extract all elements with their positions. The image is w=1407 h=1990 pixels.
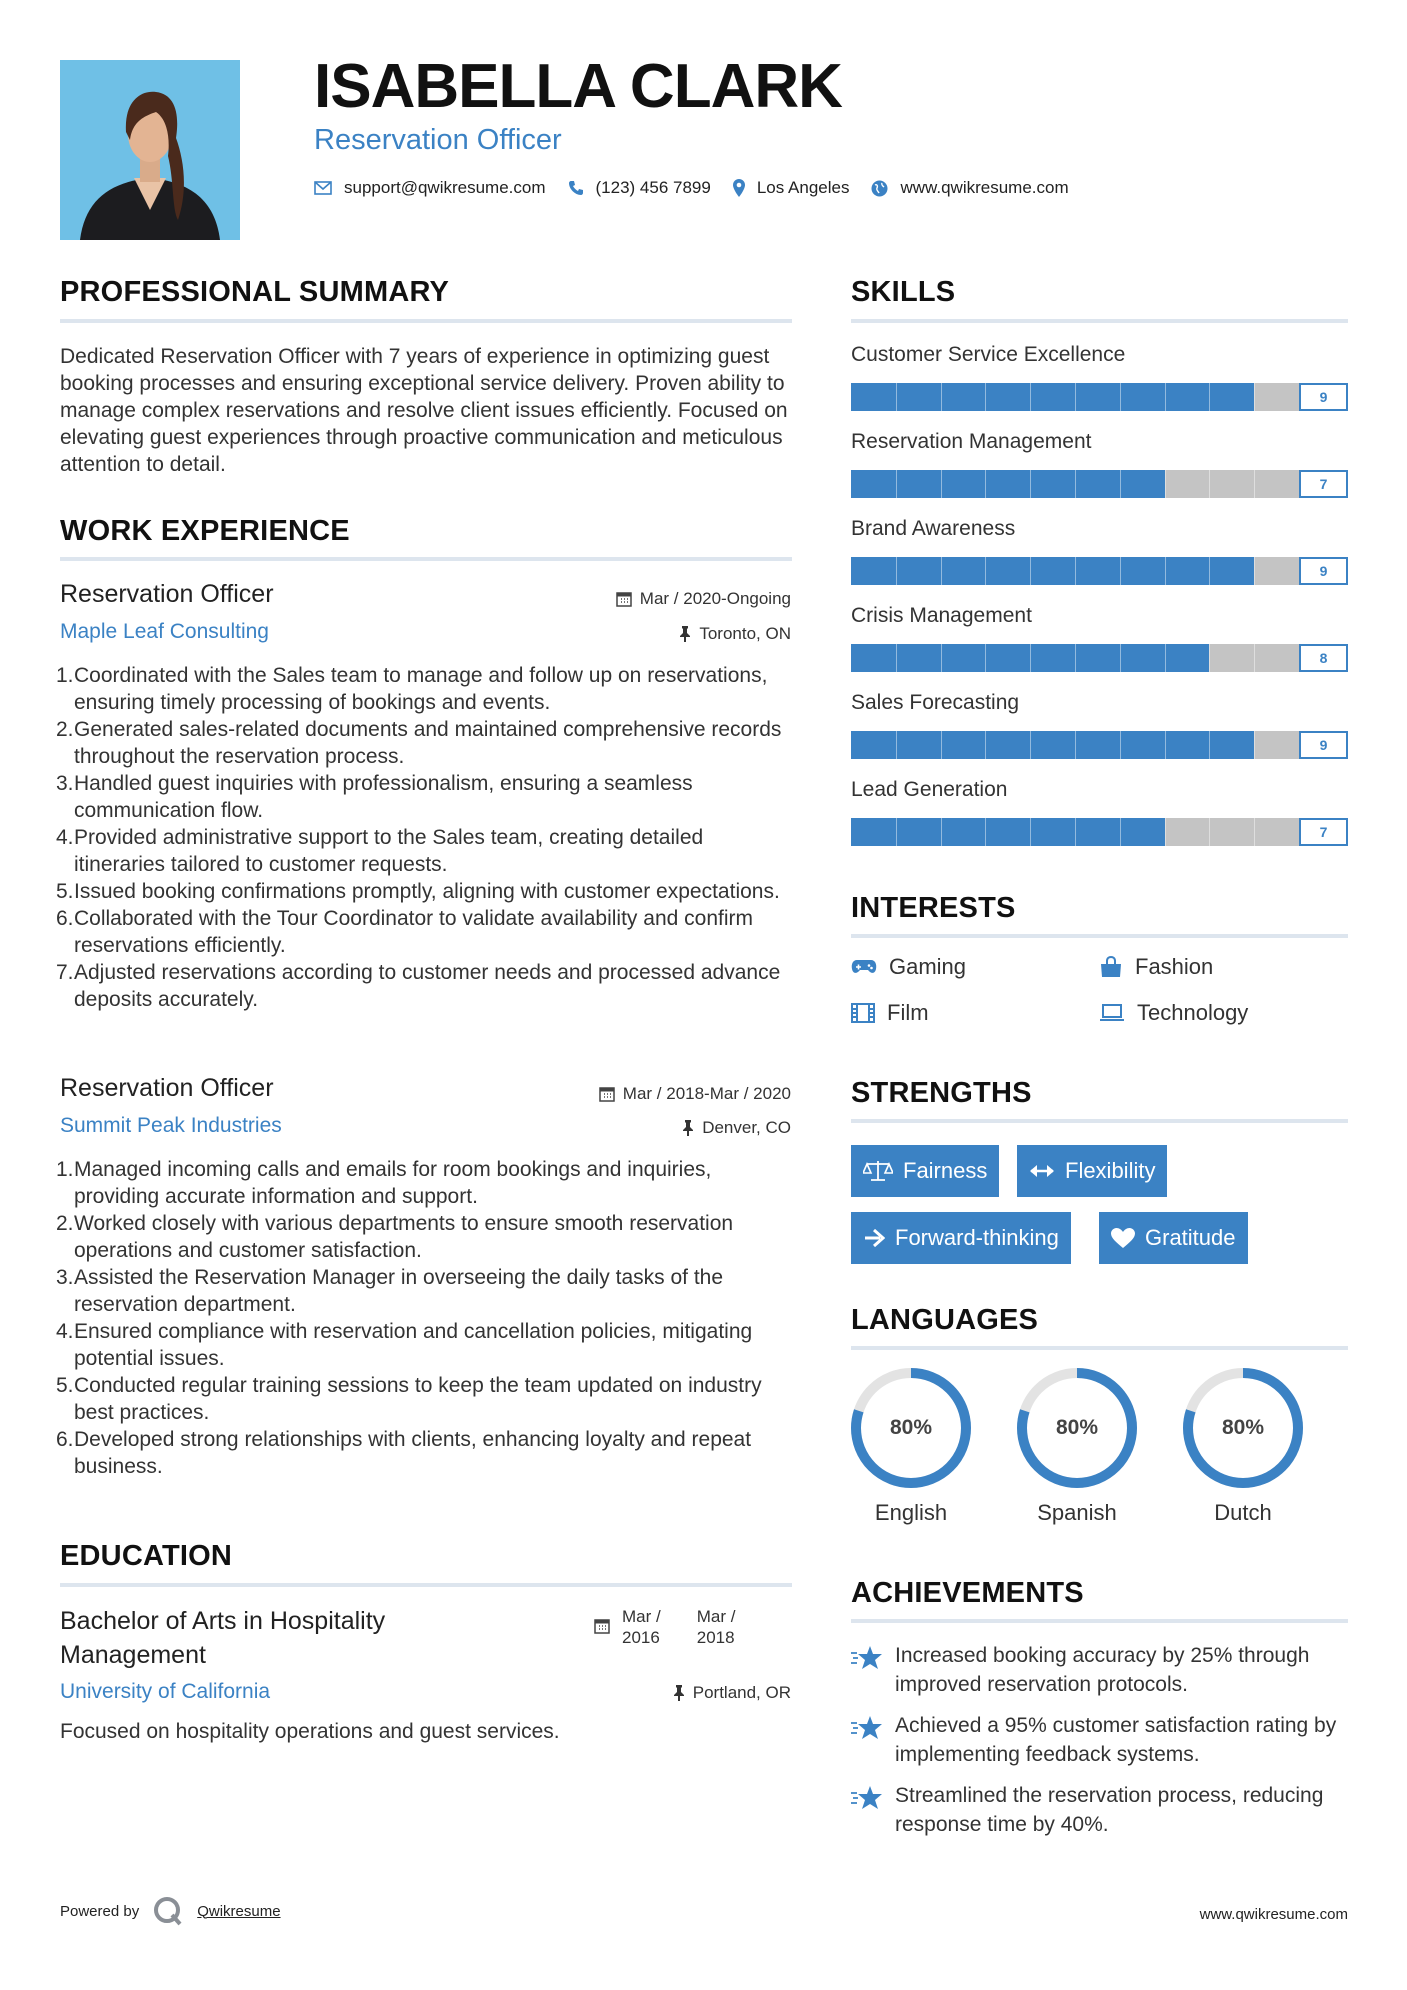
skill-bar-tick [1120,644,1121,672]
skill-score: 9 [1299,557,1348,585]
experience-divider [60,557,792,561]
strengths-divider [851,1119,1348,1123]
skill-bar-fill [851,470,1165,498]
skill-score: 9 [1299,731,1348,759]
heart-icon [1111,1228,1135,1249]
skill-bar-tick [1254,470,1255,498]
interest-label: Fashion [1135,954,1214,979]
arrow-right-icon [863,1228,885,1248]
skill-bar-tick [1030,818,1031,846]
school-name: University of California [60,1680,271,1703]
job-dates-text: Mar / 2020-Ongoing [639,589,791,608]
skill-bar-tick [896,644,897,672]
arrows-horizontal-icon [1029,1164,1055,1178]
strength-label: Fairness [903,1158,988,1183]
interest-label: Technology [1137,1000,1249,1025]
email-text: support@qwikresume.com [344,178,546,197]
skill-bar-tick [896,731,897,759]
skill-bar-tick [1254,644,1255,672]
film-icon [851,1003,875,1023]
skill-bar [851,470,1348,498]
skill-bar-tick [1075,383,1076,411]
list-item: 6. Developed strong relationships with clients, enhancing loyalty and repeat business. [56,1428,752,1478]
skill-bar-tick [941,818,942,846]
job-dates [616,589,791,609]
skill-bar-tick [1254,383,1255,411]
strength-flexibility [1017,1145,1167,1197]
interest-technology [1099,1000,1248,1026]
strength-gratitude [1099,1212,1248,1264]
job-location-text: Denver, CO [702,1118,791,1137]
powered-by-text: Powered by [60,1902,140,1920]
achievement-text: Increased booking accuracy by 25% through improved reservation protocols. [895,1644,1310,1696]
balance-scale-icon [863,1160,893,1182]
phone-icon [568,180,584,196]
skill-bar-tick [1209,383,1210,411]
language-percent: 80% [1221,1416,1265,1439]
qwikresume-logo-icon [153,1896,183,1926]
footer-url[interactable]: www.qwikresume.com [1199,1906,1348,1923]
company-name: Summit Peak Industries [60,1114,282,1137]
gamepad-icon [851,959,877,975]
achievement-item [851,1781,1345,1839]
skill-bar-tick [1030,731,1031,759]
contact-location [733,178,850,198]
pushpin-icon [679,626,691,642]
language-name: Spanish [1037,1500,1117,1525]
summary-divider [60,319,792,323]
contact-email[interactable] [314,178,546,198]
list-item: 7. Adjusted reservations according to customer needs and processed advance deposits accurately. [56,961,781,1011]
website-text: www.qwikresume.com [900,178,1069,197]
skill-bar-tick [941,383,942,411]
laptop-icon [1099,1004,1125,1022]
calendar-icon [616,591,632,607]
education-heading: EDUCATION [60,1540,233,1572]
job-bullets [56,1156,796,1480]
skill-bar-tick [1030,557,1031,585]
skill-bar-tick [1075,557,1076,585]
job-dates-text: Mar / 2018-Mar / 2020 [622,1084,791,1103]
skill-bar-tick [896,818,897,846]
contact-website[interactable] [871,178,1068,198]
skill-bar-tick [1165,644,1166,672]
skill-bar-tick [1209,557,1210,585]
skill-bar-fill [851,731,1254,759]
skill-name: Sales Forecasting [851,691,1020,714]
skill-score: 8 [1299,644,1348,672]
strength-fairness [851,1145,999,1197]
footer-brand-link[interactable]: Qwikresume [197,1902,281,1920]
profile-photo [60,60,240,240]
skill-bar-tick [896,557,897,585]
candidate-role: Reservation Officer [314,124,562,156]
globe-icon [871,180,888,197]
languages-heading: LANGUAGES [851,1304,1039,1336]
skill-bar [851,383,1348,411]
list-item: 3. Handled guest inquiries with professionalism, ensuring a seamless communication flow. [56,772,693,822]
skill-bar-fill [851,383,1254,411]
education-description: Focused on hospitality operations and guest services. [60,1720,560,1743]
skills-heading: SKILLS [851,276,956,308]
calendar-icon [594,1618,610,1634]
list-item: 5. Issued booking confirmations promptly, aligning with customer expectations. [56,880,780,903]
list-item: 6. Collaborated with the Tour Coordinator to validate availability and confirm reservations efficiently. [56,907,753,957]
skill-bar [851,557,1348,585]
star-icon [851,1645,883,1671]
skill-bar-tick [1120,557,1121,585]
strength-label: Flexibility [1065,1158,1156,1183]
skill-bar-fill [851,818,1165,846]
skill-name: Customer Service Excellence [851,343,1126,366]
envelope-icon [314,181,332,195]
skill-bar-tick [1165,470,1166,498]
skill-bar [851,818,1348,846]
job-title: Reservation Officer [60,1074,274,1102]
skill-bar-tick [1254,557,1255,585]
language-percent: 80% [1055,1416,1099,1439]
list-item: 1. Managed incoming calls and emails for room bookings and inquiries, providing accurate information and support. [56,1158,712,1208]
job-title: Reservation Officer [60,580,274,608]
skill-bar-tick [1075,818,1076,846]
skill-bar-tick [1209,818,1210,846]
strengths-heading: STRENGTHS [851,1077,1032,1109]
skill-bar-tick [1165,557,1166,585]
interest-label: Film [887,1000,929,1025]
job-location-text: Toronto, ON [699,624,791,643]
skills-divider [851,319,1348,323]
education-dates [594,1606,735,1648]
skill-name: Reservation Management [851,430,1092,453]
skill-bar-tick [1165,731,1166,759]
location-text: Los Angeles [756,178,850,197]
achievement-item [851,1641,1345,1699]
edu-start-year: 2016 [622,1628,660,1647]
skill-bar-tick [1075,731,1076,759]
language-percent: 80% [889,1416,933,1439]
skill-bar-tick [985,818,986,846]
skill-bar-tick [985,383,986,411]
languages-divider [851,1346,1348,1350]
skill-bar-tick [985,557,986,585]
edu-end-month: Mar / [696,1607,736,1626]
skill-name: Brand Awareness [851,517,1016,540]
skill-bar-tick [896,470,897,498]
skill-bar-tick [1030,644,1031,672]
skill-bar-fill [851,557,1254,585]
degree-title: Bachelor of Arts in Hospitality Management [60,1607,386,1669]
strength-label: Forward-thinking [895,1225,1059,1250]
skill-bar-tick [985,470,986,498]
skill-bar-tick [1209,644,1210,672]
list-item: 4. Provided administrative support to the Sales team, creating detailed itineraries tailored to customer requests. [56,826,704,876]
skill-bar-tick [1209,470,1210,498]
skill-bar-tick [1120,383,1121,411]
summary-text: Dedicated Reservation Officer with 7 years of experience in optimizing guest booking processes and ensuring exceptional service delivery. Proven ability to manage complex reservations and resolve client issues efficiently. Focused on elevating guest experiences through proactive communication and meticulous attention to detail. [60,345,788,476]
achievements-divider [851,1619,1348,1623]
star-icon [851,1715,883,1741]
skill-bar-tick [1165,818,1166,846]
education-divider [60,1583,792,1587]
skill-score: 9 [1299,383,1348,411]
strength-forward-thinking [851,1212,1071,1264]
skill-bar-tick [941,644,942,672]
interests-divider [851,934,1348,938]
skill-score: 7 [1299,818,1348,846]
interests-heading: INTERESTS [851,892,1016,924]
list-item: 1. Coordinated with the Sales team to manage and follow up on reservations, ensuring timely processing of bookings and events. [56,664,768,714]
skill-bar-tick [941,731,942,759]
skill-bar-tick [941,470,942,498]
skill-bar-tick [1254,731,1255,759]
experience-heading: WORK EXPERIENCE [60,515,350,547]
pushpin-icon [673,1685,685,1701]
job-location [682,1118,791,1138]
star-icon [851,1785,883,1811]
summary-heading: PROFESSIONAL SUMMARY [60,276,450,308]
list-item: 3. Assisted the Reservation Manager in overseeing the daily tasks of the reservation department. [56,1266,724,1316]
skill-bar-tick [941,557,942,585]
edu-end-year: 2018 [696,1628,735,1647]
skill-score: 7 [1299,470,1348,498]
strength-label: Gratitude [1145,1225,1236,1250]
skill-bar-tick [1120,470,1121,498]
interest-fashion [1099,954,1213,980]
company-name: Maple Leaf Consulting [60,620,269,643]
pushpin-icon [682,1120,694,1136]
job-dates [599,1084,791,1104]
skill-bar-tick [985,644,986,672]
candidate-name: ISABELLA CLARK [314,52,842,121]
list-item: 5. Conducted regular training sessions to keep the team updated on industry best practices. [56,1374,762,1424]
skill-bar-tick [1165,383,1166,411]
skill-bar-tick [1209,731,1210,759]
interest-label: Gaming [889,954,967,979]
footer-powered-by [60,1896,281,1926]
skill-bar-tick [1030,470,1031,498]
contact-phone[interactable] [568,178,711,198]
skill-bar-tick [1120,818,1121,846]
language-name: English [874,1500,948,1525]
language-name: Dutch [1214,1500,1272,1525]
skill-bar-tick [1075,470,1076,498]
skill-bar-tick [1075,644,1076,672]
list-item: 4. Ensured compliance with reservation and cancellation policies, mitigating potential issues. [56,1320,753,1370]
skill-bar-tick [896,383,897,411]
achievement-item [851,1711,1345,1769]
skill-name: Crisis Management [851,604,1032,627]
list-item: 2. Worked closely with various departments to ensure smooth reservation operations and customer satisfaction. [56,1212,734,1262]
edu-start-month: Mar / [622,1607,661,1626]
map-pin-icon [733,179,745,197]
skill-bar-tick [1254,818,1255,846]
skill-bar-tick [985,731,986,759]
list-item: 2. Generated sales-related documents and maintained comprehensive records throughout the reservation process. [56,718,782,768]
phone-text: (123) 456 7899 [595,178,711,197]
skill-bar [851,644,1348,672]
education-location-text: Portland, OR [692,1683,791,1702]
achievements-heading: ACHIEVEMENTS [851,1577,1084,1609]
interest-film [851,1000,929,1026]
achievement-text: Streamlined the reservation process, reducing response time by 40%. [895,1784,1324,1836]
calendar-icon [599,1086,615,1102]
job-location [679,624,791,644]
skill-bar-tick [1030,383,1031,411]
shopping-bag-icon [1099,956,1123,978]
contact-bar [314,178,1091,198]
achievement-text: Achieved a 95% customer satisfaction rating by implementing feedback systems. [895,1714,1337,1766]
interest-gaming [851,954,966,980]
skill-bar [851,731,1348,759]
education-location [673,1683,791,1703]
skill-bar-tick [1120,731,1121,759]
job-bullets [56,662,796,1013]
skill-name: Lead Generation [851,778,1008,801]
